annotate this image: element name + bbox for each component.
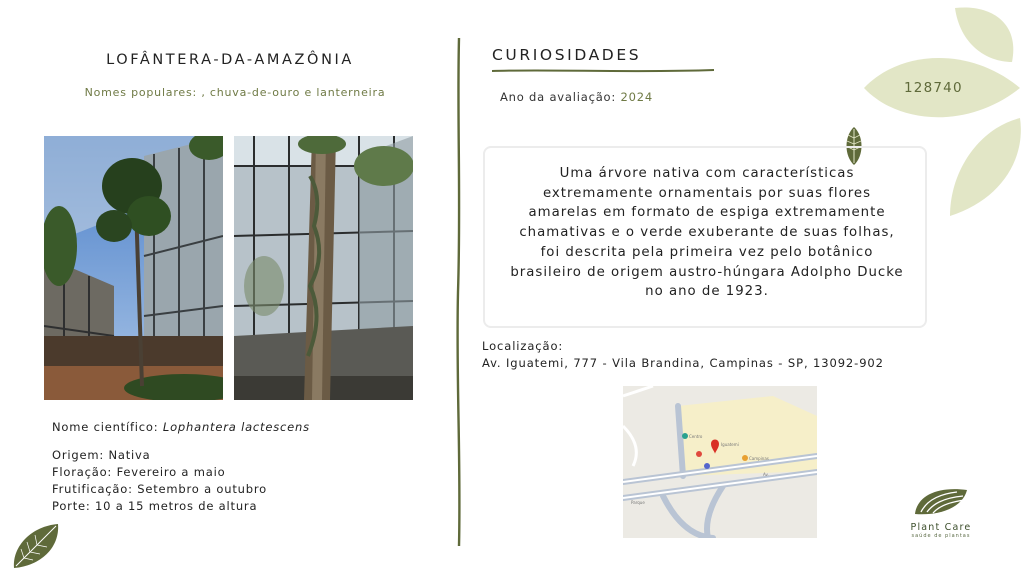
fact-label: Porte:	[52, 499, 91, 513]
fact-value: Setembro a outubro	[137, 482, 267, 496]
evaluation-year-label: Ano da avaliação:	[500, 90, 617, 104]
plant-photo	[44, 136, 223, 400]
svg-text:Centro: Centro	[689, 434, 703, 439]
id-number: 128740	[904, 80, 963, 96]
fact-row	[52, 464, 267, 481]
popular-names-label: Nomes populares:	[84, 86, 198, 99]
curiosity-text: Uma árvore nativa com características extremamente ornamentais por suas flores amarelas em formato de espiga extremamente chamativas e o verde exuberante de suas folhas, foi descrita pela primeira vez pelo botânico brasileiro de origem austro-húngara Adolpho Ducke no ano de 1923.	[510, 166, 904, 300]
plant-facts	[52, 447, 267, 515]
brand-leaf-icon	[913, 486, 969, 516]
curiosities-heading: CURIOSIDADES	[492, 46, 642, 64]
fact-row	[52, 498, 267, 515]
popular-names-value: , chuva-de-ouro e lanterneira	[197, 86, 386, 99]
brand-name: Plant Care	[910, 522, 972, 533]
brand-logo	[904, 486, 978, 539]
fact-label: Floração:	[52, 465, 113, 479]
plant-title: LOFÂNTERA-DA-AMAZÔNIA	[106, 52, 354, 68]
fact-value: Nativa	[108, 448, 151, 462]
popular-names	[0, 86, 470, 99]
scientific-name-value: Lophantera lactescens	[162, 420, 310, 434]
location-label: Localização:	[482, 339, 564, 353]
svg-text:Parque: Parque	[631, 500, 645, 505]
svg-text:Av.: Av.	[763, 472, 769, 477]
leaf-icon	[10, 522, 62, 570]
fact-row	[52, 447, 267, 464]
fact-label: Frutificação:	[52, 482, 133, 496]
location-map	[623, 386, 817, 538]
svg-text:Iguatemi: Iguatemi	[721, 442, 739, 447]
scientific-name	[52, 420, 310, 434]
fact-value: Fevereiro a maio	[116, 465, 226, 479]
fact-value: 10 a 15 metros de altura	[95, 499, 258, 513]
location-address: Av. Iguatemi, 777 - Vila Brandina, Campinas - SP, 13092-902	[482, 356, 884, 370]
svg-text:Campinas: Campinas	[749, 456, 769, 461]
evaluation-year	[500, 90, 653, 104]
scientific-name-label: Nome científico:	[52, 420, 163, 434]
heading-underline	[492, 68, 714, 74]
evaluation-year-value: 2024	[620, 90, 654, 104]
plant-photo	[234, 136, 413, 400]
fact-label: Origem:	[52, 448, 105, 462]
fact-row	[52, 481, 267, 498]
column-divider	[456, 38, 462, 546]
brand-subtitle: saúde de plantas	[911, 533, 971, 539]
